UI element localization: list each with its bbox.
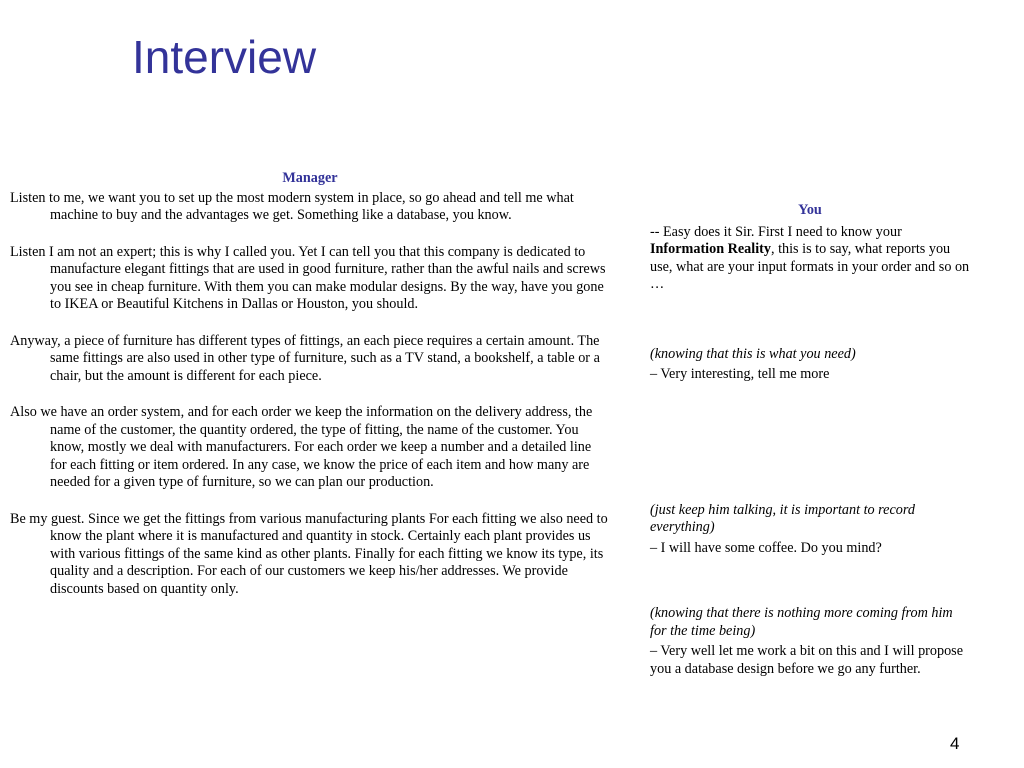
- information-reality-term: Information Reality: [650, 241, 771, 257]
- you-reply-1-end: , this is to say, what reports you use, what are your input formats in your order and so on …: [650, 241, 970, 292]
- you-reply-1-start: -- Easy does it Sir. First I need to know your: [650, 223, 902, 240]
- manager-paragraph: Listen to me, we want you to set up the most modern system in place, so go ahead and tell me what machine to buy and the advantages we get. Something like a database, you know.: [10, 189, 574, 223]
- you-note-3: (knowing that there is nothing more coming from him for the time being): [650, 605, 953, 639]
- manager-paragraph: Anyway, a piece of furniture has different types of fittings, an each piece requires a certain amount. The same fittings are also used in other type of furniture, such as a TV stand, a bookshelf, a table or a chair, but the amount is different for each piece.: [10, 332, 600, 384]
- you-reply-1: [650, 224, 970, 294]
- you-reply-4: – Very well let me work a bit on this and I will propose you a database design before we go any further.: [650, 643, 963, 677]
- manager-column: [10, 170, 610, 617]
- you-note-2: (just keep him talking, it is important to record everything): [650, 501, 915, 535]
- manager-heading: Manager: [282, 170, 338, 186]
- manager-paragraph: Be my guest. Since we get the fittings from various manufacturing plants For each fitting we also need to know the plant where it is manufactured and quantity in stock. Certainly each plant provides us with various fittings of the same kind as other plants. Finally for each fitting we know its type, its quality and a description. For each of our customers we keep his/her addresses. We provide discounts based on quantity only.: [10, 510, 608, 597]
- you-heading: You: [798, 202, 822, 218]
- slide-title: Interview: [132, 31, 317, 83]
- page-number: 4: [950, 734, 960, 753]
- you-note-1: (knowing that this is what you need): [650, 345, 856, 362]
- you-reply-2: – Very interesting, tell me more: [650, 366, 830, 382]
- you-column: [650, 202, 970, 678]
- you-reply-3: – I will have some coffee. Do you mind?: [650, 539, 882, 556]
- manager-paragraph: Listen I am not an expert; this is why I called you. Yet I can tell you that this company is dedicated to manufacture elegant fittings that are used in good furniture, rather than the awful nails and screws you see in cheap furniture. With them you can make modular designs. By the way, have you gone to IKEA or Beautiful Kitchens in Dallas or Houston, you should.: [10, 243, 606, 312]
- manager-paragraph: Also we have an order system, and for each order we keep the information on the delivery address, the name of the customer, the quantity ordered, the type of fitting, the name of the customer. You know, mostly we deal with manufacturers. For each order we keep a number and a detailed line for each fitting or item ordered. In any case, we know the price of each item and how many are needed for a given type of furniture, so we can plan our production.: [10, 404, 593, 490]
